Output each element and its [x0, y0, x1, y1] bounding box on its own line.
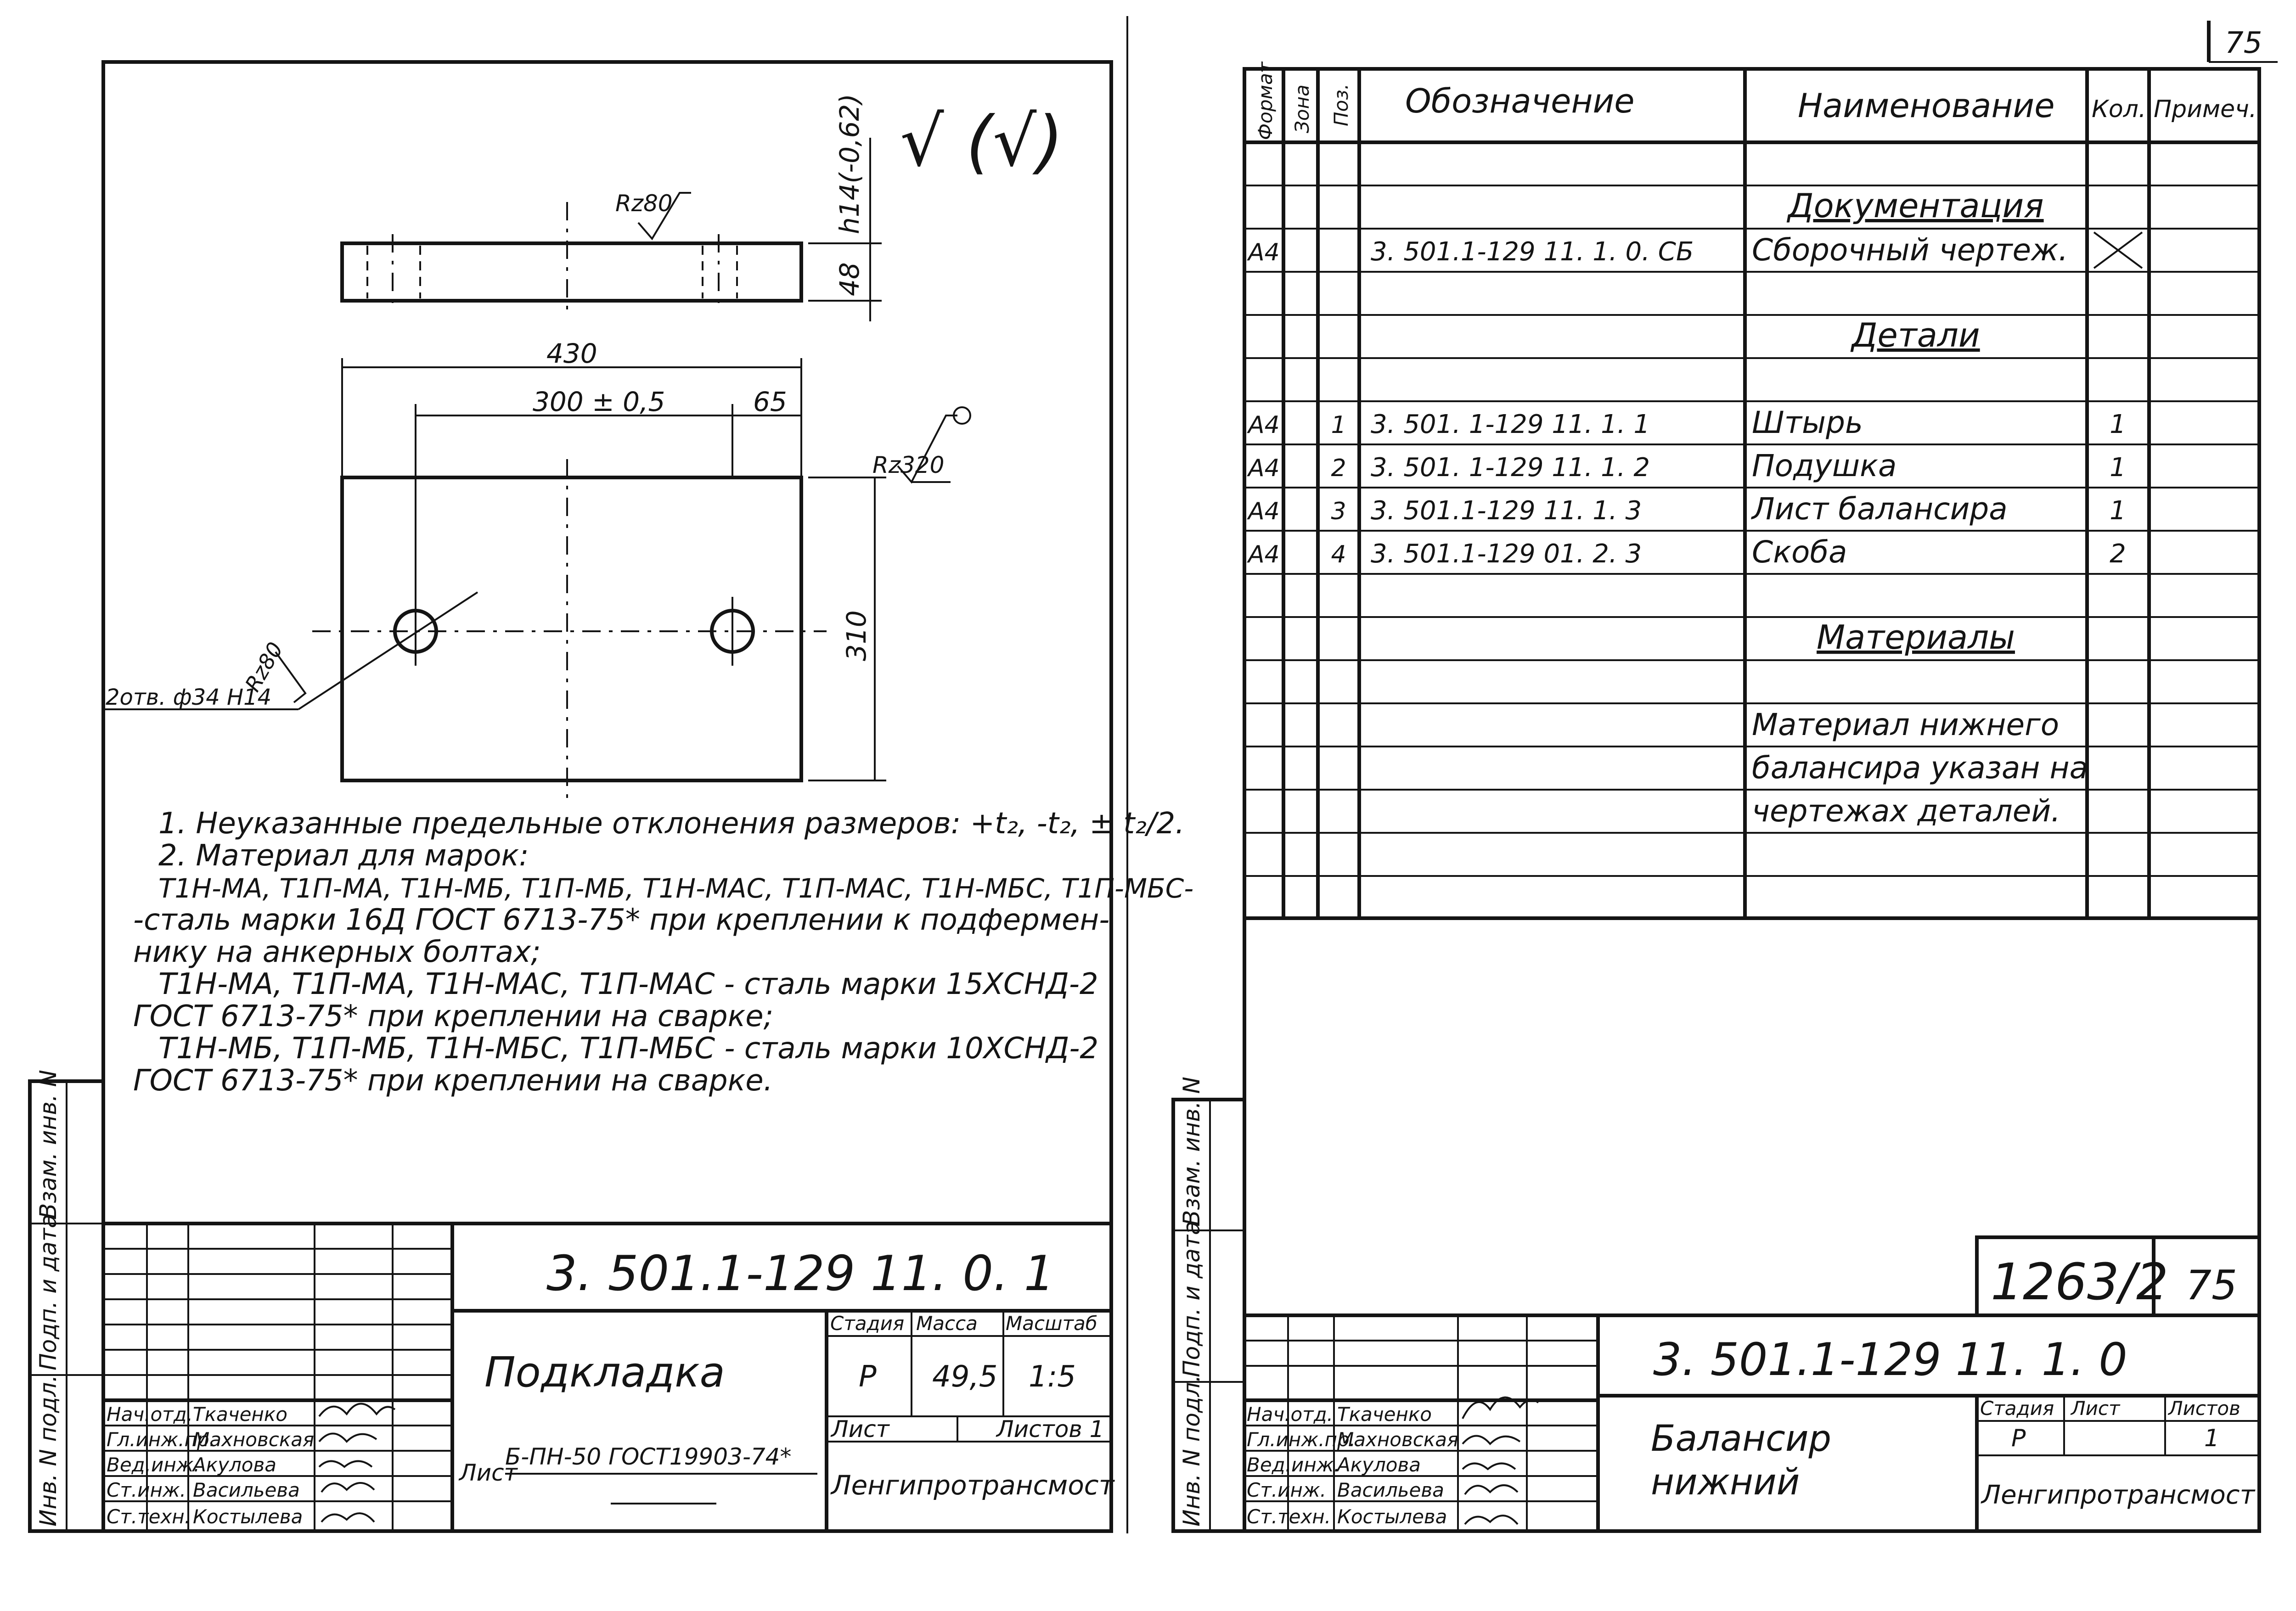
roughness-hole-label: Rz80	[240, 638, 288, 696]
organization: Ленгипротрансмост	[831, 1470, 1114, 1501]
spec-format-cell: A4	[1248, 541, 1280, 568]
staff-name: Костылева	[1337, 1505, 1447, 1528]
sheets-label: Листов 1	[996, 1416, 1104, 1443]
signature	[319, 1404, 395, 1417]
sheets-value: 1	[2204, 1425, 2220, 1452]
staff-name: Ткаченко	[193, 1403, 287, 1426]
side-label: Инв. N подл.	[35, 1375, 62, 1527]
note-line: ГОСТ 6713-75* при креплении на сварке;	[133, 999, 774, 1033]
roughness-top-label: Rz80	[615, 190, 673, 217]
signature	[1465, 1485, 1518, 1494]
staff-name: Костылева	[193, 1505, 303, 1528]
note-line: Т1Н-МА, Т1П-МА, Т1Н-МБ, Т1П-МБ, Т1Н-МАС, Т1П-МАС, Т1Н-МБС, Т1П-МБС-	[158, 873, 1194, 904]
spec-name-cell: балансира указан на	[1752, 750, 2088, 786]
signature	[1463, 1436, 1520, 1444]
stage-header: Стадия	[830, 1312, 905, 1335]
staff-role: Гл.инж.пр.	[1247, 1428, 1356, 1451]
spec-qty-cell: 2	[2110, 539, 2126, 569]
specification-table	[1244, 61, 2259, 918]
spec-designation-cell: 3. 501.1-129 11. 1. 3	[1371, 496, 1642, 526]
spec-rows	[1244, 185, 2259, 876]
col-header-pos: Поз.	[1330, 84, 1352, 126]
drawing-name-line1: Балансир	[1651, 1418, 1832, 1459]
spec-designation-cell: 3. 501. 1-129 11. 1. 2	[1371, 453, 1650, 483]
spec-name-cell: Лист балансира	[1752, 491, 2008, 527]
roughness-symbol: √ (√)	[900, 102, 1064, 182]
staff-name: Махновская	[193, 1428, 315, 1451]
spec-name-cell: Скоба	[1752, 534, 1847, 570]
left-sheet	[30, 16, 1193, 1533]
mass-header: Масса	[916, 1312, 978, 1335]
staff-role: Ст.инж.	[1247, 1479, 1327, 1501]
spec-designation-cell: 3. 501.1-129 01. 2. 3	[1371, 539, 1642, 569]
material-spec: Б-ПН-50 ГОСТ19903-74*	[505, 1443, 792, 1470]
signature	[319, 1434, 377, 1442]
organization: Ленгипротрансмост	[1981, 1480, 2255, 1510]
side-label: Подп. и дата	[35, 1214, 62, 1370]
col-header-qty: Кол.	[2092, 95, 2146, 123]
spec-format-cell: A4	[1248, 411, 1280, 439]
signature	[321, 1513, 374, 1522]
spec-name-cell: Штырь	[1752, 405, 1863, 440]
side-label: Взам. инв. N	[1178, 1077, 1205, 1226]
note-line: нику на анкерных болтах;	[133, 935, 541, 969]
stage-value: Р	[2011, 1425, 2026, 1452]
spec-name-cell: Материал нижнего	[1752, 707, 2060, 742]
signature	[319, 1461, 372, 1467]
spec-format-cell: A4	[1248, 498, 1280, 525]
staff-role: Гл.инж.пр.	[107, 1428, 216, 1451]
stage-header: Стадия	[1980, 1397, 2054, 1420]
side-label: Инв. N подл.	[1178, 1375, 1205, 1527]
col-header-designation: Обозначение	[1405, 82, 1635, 120]
drawing-name-line2: нижний	[1651, 1462, 1800, 1503]
dim-height-label: 310	[841, 610, 872, 661]
hole-leader	[298, 592, 478, 709]
note-line: Т1Н-МА, Т1П-МА, Т1Н-МАС, Т1П-МАС - сталь марки 15ХСНД-2	[158, 967, 1098, 1001]
spec-name-cell: чертежах деталей.	[1752, 793, 2061, 829]
plate-side-view	[342, 243, 801, 301]
hole-callout: 2отв. ф34 H14	[106, 685, 272, 710]
staff-name: Махновская	[1337, 1428, 1459, 1451]
spec-section-heading: Детали	[1851, 316, 1980, 354]
spec-pos-cell: 2	[1331, 455, 1346, 482]
scale-value: 1:5	[1029, 1360, 1076, 1394]
spec-pos-cell: 4	[1331, 541, 1346, 568]
stage-value: Р	[859, 1360, 877, 1394]
page-number-top: 75	[2225, 26, 2262, 60]
staff-name: Акулова	[1337, 1454, 1421, 1476]
staff-name: Васильева	[1337, 1479, 1444, 1501]
staff-role: Нач.отд.	[107, 1403, 193, 1426]
sheet-header: Лист	[2071, 1397, 2120, 1420]
material-prefix: Лист	[459, 1459, 518, 1486]
spec-qty-cell: 1	[2110, 453, 2126, 483]
drawing-designation: 3. 501.1-129 11. 0. 1	[546, 1246, 1055, 1302]
col-header-zone: Зона	[1291, 84, 1313, 133]
roughness-side-label: Rz320	[872, 452, 945, 478]
col-header-format: Формат	[1254, 62, 1277, 140]
album-number: 1263/2	[1991, 1252, 2168, 1311]
note-line: Т1Н-МБ, Т1П-МБ, Т1Н-МБС, Т1П-МБС - сталь марки 10ХСНД-2	[158, 1032, 1099, 1066]
note-line: 1. Неуказанные предельные отклонения размеров: +t₂, -t₂, ± t₂/2.	[158, 807, 1185, 841]
right-sheet	[1173, 21, 2278, 1531]
right-title-block	[1244, 1315, 2259, 1531]
signature	[321, 1483, 374, 1492]
note-line: 2. Материал для марок:	[158, 839, 529, 873]
drawing-name: Подкладка	[484, 1348, 725, 1397]
staff-role: Вед.инж.	[107, 1454, 200, 1476]
side-label: Взам. инв. N	[35, 1070, 62, 1219]
staff-role: Ст.техн.	[1247, 1505, 1331, 1528]
spec-format-cell: A4	[1248, 239, 1280, 266]
sheet-label: Лист	[831, 1416, 889, 1443]
staff-name: Акулова	[193, 1454, 276, 1476]
spec-pos-cell: 1	[1331, 411, 1346, 439]
dim-thickness-tolerance: h14(-0,62)	[834, 94, 865, 234]
staff-role: Ст.инж.	[107, 1479, 186, 1501]
staff-name: Ткаченко	[1337, 1403, 1432, 1426]
dim-thickness-label: 48	[834, 262, 865, 296]
mass-value: 49,5	[932, 1360, 998, 1394]
spec-format-cell: A4	[1248, 455, 1280, 482]
spec-pos-cell: 3	[1331, 498, 1346, 525]
spec-name-cell: Сборочный чертеж.	[1752, 232, 2068, 268]
spec-designation-cell: 3. 501. 1-129 11. 1. 1	[1371, 410, 1650, 439]
album-sheet: 75	[2186, 1262, 2237, 1309]
col-header-note: Примеч.	[2154, 95, 2257, 123]
note-line: -сталь марки 16Д ГОСТ 6713-75* при креплении к подфермен-	[133, 903, 1110, 937]
staff-name: Васильева	[193, 1479, 300, 1501]
technical-notes	[133, 807, 1193, 1098]
spec-name-cell: Подушка	[1752, 448, 1897, 483]
drawing-designation: 3. 501.1-129 11. 1. 0	[1653, 1334, 2127, 1386]
signature	[1465, 1516, 1518, 1524]
spec-qty-cell: 1	[2110, 496, 2126, 526]
spec-section-heading: Материалы	[1817, 618, 2015, 657]
staff-role: Вед.инж.	[1247, 1454, 1340, 1476]
staff-role: Ст.техн.	[107, 1505, 191, 1528]
signature	[1463, 1464, 1515, 1470]
side-label: Подп. и дата	[1178, 1221, 1205, 1377]
spec-section-heading: Документация	[1788, 186, 2044, 225]
left-title-block	[103, 1224, 1115, 1531]
sheets-header: Листов	[2168, 1397, 2240, 1420]
dim-edge-label: 65	[753, 386, 787, 417]
dim-length-label: 430	[546, 338, 597, 369]
col-header-name: Наименование	[1798, 86, 2055, 125]
note-line: ГОСТ 6713-75* при креплении на сварке.	[133, 1064, 773, 1098]
spec-designation-cell: 3. 501.1-129 11. 1. 0. СБ	[1371, 237, 1694, 267]
staff-role: Нач.отд.	[1247, 1403, 1334, 1426]
dim-holes-label: 300 ± 0,5	[533, 386, 665, 417]
spec-qty-cell: 1	[2110, 410, 2126, 439]
scale-header: Масштаб	[1006, 1312, 1097, 1335]
